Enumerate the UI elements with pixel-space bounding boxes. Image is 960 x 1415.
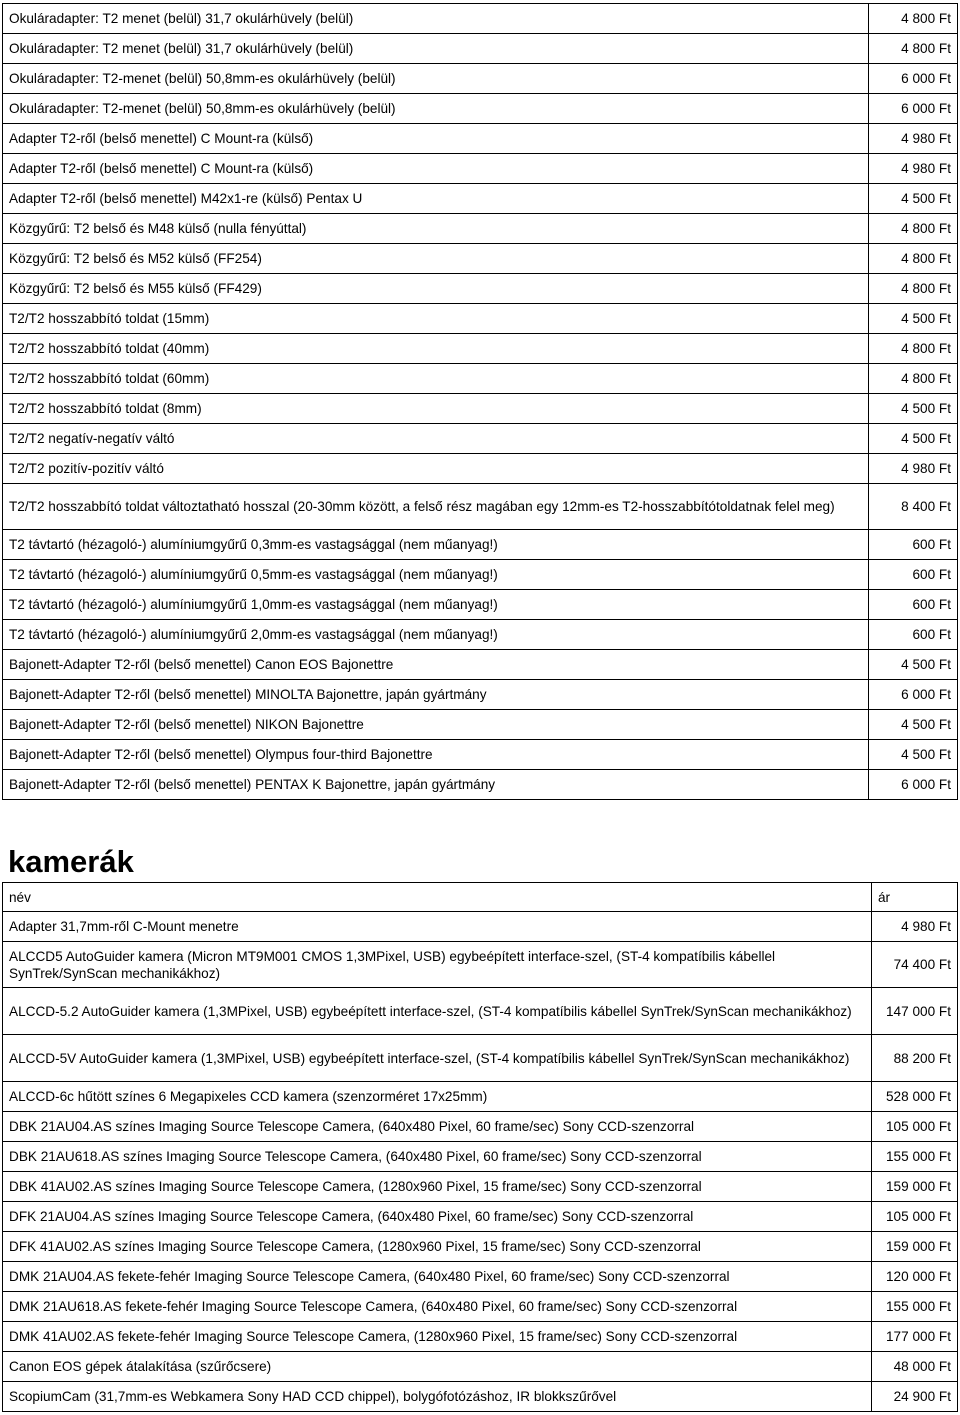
table-row: [3, 710, 958, 740]
price-cell: 600 Ft: [869, 590, 958, 620]
table-row: [3, 740, 958, 770]
price-cell: 6 000 Ft: [869, 94, 958, 124]
product-name-cell: ALCCD5 AutoGuider kamera (Micron MT9M001 CMOS 1,3MPixel, USB) egybeépített interface-szel, (ST-4 kompatíbilis kábellel SynTrek/SynScan mechanikákhoz): [3, 942, 872, 988]
table-row: [3, 184, 958, 214]
product-name-cell: T2 távtartó (hézagoló-) alumíniumgyűrű 2,0mm-es vastagsággal (nem műanyag!): [3, 620, 869, 650]
table-row: [3, 530, 958, 560]
product-name-cell: Adapter T2-ről (belső menettel) M42x1-re (külső) Pentax U: [3, 184, 869, 214]
table-row: [3, 334, 958, 364]
price-cell: 4 500 Ft: [869, 710, 958, 740]
price-cell: 4 980 Ft: [869, 154, 958, 184]
price-cell: 4 980 Ft: [872, 912, 958, 942]
price-cell: 4 800 Ft: [869, 4, 958, 34]
table-row: [3, 244, 958, 274]
price-cell: 4 800 Ft: [869, 214, 958, 244]
table-row: [3, 1382, 958, 1412]
table-row: [3, 1035, 958, 1082]
price-cell: 6 000 Ft: [869, 64, 958, 94]
price-cell: 4 500 Ft: [869, 740, 958, 770]
table-row: [3, 1172, 958, 1202]
product-name-cell: DMK 21AU04.AS fekete-fehér Imaging Source Telescope Camera, (640x480 Pixel, 60 frame/sec) Sony CCD-szenzorral: [3, 1262, 872, 1292]
column-header-name: név: [3, 883, 872, 912]
table-row: [3, 590, 958, 620]
price-cell: 4 980 Ft: [869, 454, 958, 484]
table-row: [3, 1262, 958, 1292]
table-row: [3, 620, 958, 650]
table-row: [3, 1112, 958, 1142]
product-name-cell: T2 távtartó (hézagoló-) alumíniumgyűrű 0,3mm-es vastagsággal (nem műanyag!): [3, 530, 869, 560]
product-name-cell: DBK 21AU04.AS színes Imaging Source Telescope Camera, (640x480 Pixel, 60 frame/sec) Sony CCD-szenzorral: [3, 1112, 872, 1142]
price-cell: 4 980 Ft: [869, 124, 958, 154]
price-cell: 88 200 Ft: [872, 1035, 958, 1082]
price-cell: 105 000 Ft: [872, 1202, 958, 1232]
table-row: [3, 124, 958, 154]
table-row: [3, 424, 958, 454]
table-row: [3, 394, 958, 424]
product-name-cell: T2/T2 hosszabbító toldat (60mm): [3, 364, 869, 394]
table-row: [3, 988, 958, 1035]
price-cell: 4 800 Ft: [869, 274, 958, 304]
product-name-cell: Adapter 31,7mm-ről C-Mount menetre: [3, 912, 872, 942]
table-row: [3, 4, 958, 34]
price-cell: 4 800 Ft: [869, 364, 958, 394]
price-cell: 600 Ft: [869, 560, 958, 590]
product-name-cell: Bajonett-Adapter T2-ről (belső menettel) Canon EOS Bajonettre: [3, 650, 869, 680]
section-heading-cameras: kamerák: [8, 844, 134, 879]
product-name-cell: T2/T2 hosszabbító toldat változtatható hosszal (20-30mm között, a felső rész magában egy 12mm-es T2-hosszabbítótoldatnak felel meg): [3, 484, 869, 530]
table-row: [3, 1202, 958, 1232]
price-cell: 4 500 Ft: [869, 394, 958, 424]
table-row: [3, 1352, 958, 1382]
price-cell: 74 400 Ft: [872, 942, 958, 988]
table-row: [3, 560, 958, 590]
price-cell: 4 500 Ft: [869, 424, 958, 454]
product-name-cell: T2/T2 hosszabbító toldat (40mm): [3, 334, 869, 364]
table-row: [3, 680, 958, 710]
product-name-cell: DMK 21AU618.AS fekete-fehér Imaging Source Telescope Camera, (640x480 Pixel, 60 frame/sec) Sony CCD-szenzorral: [3, 1292, 872, 1322]
price-cell: 4 500 Ft: [869, 304, 958, 334]
product-name-cell: Közgyűrű: T2 belső és M52 külső (FF254): [3, 244, 869, 274]
product-name-cell: ALCCD-5.2 AutoGuider kamera (1,3MPixel, USB) egybeépített interface-szel, (ST-4 kompatíbilis kábellel SynTrek/SynScan mechanikákhoz): [3, 988, 872, 1035]
table-row: [3, 1232, 958, 1262]
product-name-cell: Bajonett-Adapter T2-ről (belső menettel) NIKON Bajonettre: [3, 710, 869, 740]
price-cell: 147 000 Ft: [872, 988, 958, 1035]
product-name-cell: Közgyűrű: T2 belső és M48 külső (nulla fényúttal): [3, 214, 869, 244]
product-name-cell: DBK 21AU618.AS színes Imaging Source Telescope Camera, (640x480 Pixel, 60 frame/sec) Sony CCD-szenzorral: [3, 1142, 872, 1172]
table-row: [3, 214, 958, 244]
price-cell: 600 Ft: [869, 620, 958, 650]
table-row: [3, 364, 958, 394]
product-name-cell: Canon EOS gépek átalakítása (szűrőcsere): [3, 1352, 872, 1382]
table-row: [3, 1322, 958, 1352]
product-name-cell: DMK 41AU02.AS fekete-fehér Imaging Source Telescope Camera, (1280x960 Pixel, 15 frame/sec) Sony CCD-szenzorral: [3, 1322, 872, 1352]
price-cell: 8 400 Ft: [869, 484, 958, 530]
product-name-cell: Bajonett-Adapter T2-ről (belső menettel) MINOLTA Bajonettre, japán gyártmány: [3, 680, 869, 710]
table-header-row: [3, 883, 958, 912]
price-cell: 120 000 Ft: [872, 1262, 958, 1292]
price-cell: 105 000 Ft: [872, 1112, 958, 1142]
product-name-cell: DFK 21AU04.AS színes Imaging Source Telescope Camera, (640x480 Pixel, 60 frame/sec) Sony CCD-szenzorral: [3, 1202, 872, 1232]
product-name-cell: T2/T2 pozitív-pozitív váltó: [3, 454, 869, 484]
table-row: [3, 1082, 958, 1112]
product-name-cell: Bajonett-Adapter T2-ről (belső menettel) Olympus four-third Bajonettre: [3, 740, 869, 770]
product-name-cell: Adapter T2-ről (belső menettel) C Mount-ra (külső): [3, 124, 869, 154]
table-row: [3, 942, 958, 988]
product-name-cell: ALCCD-5V AutoGuider kamera (1,3MPixel, USB) egybeépített interface-szel, (ST-4 kompatíbilis kábellel SynTrek/SynScan mechanikákhoz): [3, 1035, 872, 1082]
table-row: [3, 34, 958, 64]
table-row: [3, 304, 958, 334]
table-row: [3, 454, 958, 484]
table-row: [3, 274, 958, 304]
product-name-cell: Bajonett-Adapter T2-ről (belső menettel) PENTAX K Bajonettre, japán gyártmány: [3, 770, 869, 800]
product-name-cell: Közgyűrű: T2 belső és M55 külső (FF429): [3, 274, 869, 304]
price-cell: 24 900 Ft: [872, 1382, 958, 1412]
price-cell: 159 000 Ft: [872, 1172, 958, 1202]
price-cell: 4 800 Ft: [869, 334, 958, 364]
product-name-cell: ScopiumCam (31,7mm-es Webkamera Sony HAD CCD chippel), bolygófotózáshoz, IR blokkszűrővel: [3, 1382, 872, 1412]
table-row: [3, 484, 958, 530]
product-name-cell: T2 távtartó (hézagoló-) alumíniumgyűrű 1,0mm-es vastagsággal (nem műanyag!): [3, 590, 869, 620]
product-name-cell: DFK 41AU02.AS színes Imaging Source Telescope Camera, (1280x960 Pixel, 15 frame/sec) Sony CCD-szenzorral: [3, 1232, 872, 1262]
table-row: [3, 650, 958, 680]
price-cell: 6 000 Ft: [869, 680, 958, 710]
product-name-cell: Okuláradapter: T2 menet (belül) 31,7 okulárhüvely (belül): [3, 4, 869, 34]
table-row: [3, 912, 958, 942]
price-cell: 177 000 Ft: [872, 1322, 958, 1352]
table-row: [3, 1292, 958, 1322]
price-cell: 155 000 Ft: [872, 1142, 958, 1172]
price-cell: 4 800 Ft: [869, 244, 958, 274]
price-cell: 528 000 Ft: [872, 1082, 958, 1112]
price-cell: 6 000 Ft: [869, 770, 958, 800]
product-name-cell: Okuláradapter: T2-menet (belül) 50,8mm-es okulárhüvely (belül): [3, 64, 869, 94]
product-name-cell: Adapter T2-ről (belső menettel) C Mount-ra (külső): [3, 154, 869, 184]
accessories-price-table: [2, 3, 958, 800]
product-name-cell: ALCCD-6c hűtött színes 6 Megapixeles CCD kamera (szenzorméret 17x25mm): [3, 1082, 872, 1112]
product-name-cell: DBK 41AU02.AS színes Imaging Source Telescope Camera, (1280x960 Pixel, 15 frame/sec) Sony CCD-szenzorral: [3, 1172, 872, 1202]
price-cell: 4 500 Ft: [869, 184, 958, 214]
table-row: [3, 154, 958, 184]
product-name-cell: T2/T2 negatív-negatív váltó: [3, 424, 869, 454]
price-cell: 155 000 Ft: [872, 1292, 958, 1322]
product-name-cell: T2/T2 hosszabbító toldat (8mm): [3, 394, 869, 424]
price-cell: 4 500 Ft: [869, 650, 958, 680]
table-row: [3, 770, 958, 800]
cameras-price-table: [2, 882, 958, 1412]
product-name-cell: T2/T2 hosszabbító toldat (15mm): [3, 304, 869, 334]
table-row: [3, 1142, 958, 1172]
column-header-price: ár: [872, 883, 958, 912]
price-cell: 4 800 Ft: [869, 34, 958, 64]
table-row: [3, 94, 958, 124]
price-cell: 600 Ft: [869, 530, 958, 560]
price-cell: 48 000 Ft: [872, 1352, 958, 1382]
product-name-cell: Okuláradapter: T2 menet (belül) 31,7 okulárhüvely (belül): [3, 34, 869, 64]
product-name-cell: T2 távtartó (hézagoló-) alumíniumgyűrű 0,5mm-es vastagsággal (nem műanyag!): [3, 560, 869, 590]
table-row: [3, 64, 958, 94]
price-cell: 159 000 Ft: [872, 1232, 958, 1262]
product-name-cell: Okuláradapter: T2-menet (belül) 50,8mm-es okulárhüvely (belül): [3, 94, 869, 124]
